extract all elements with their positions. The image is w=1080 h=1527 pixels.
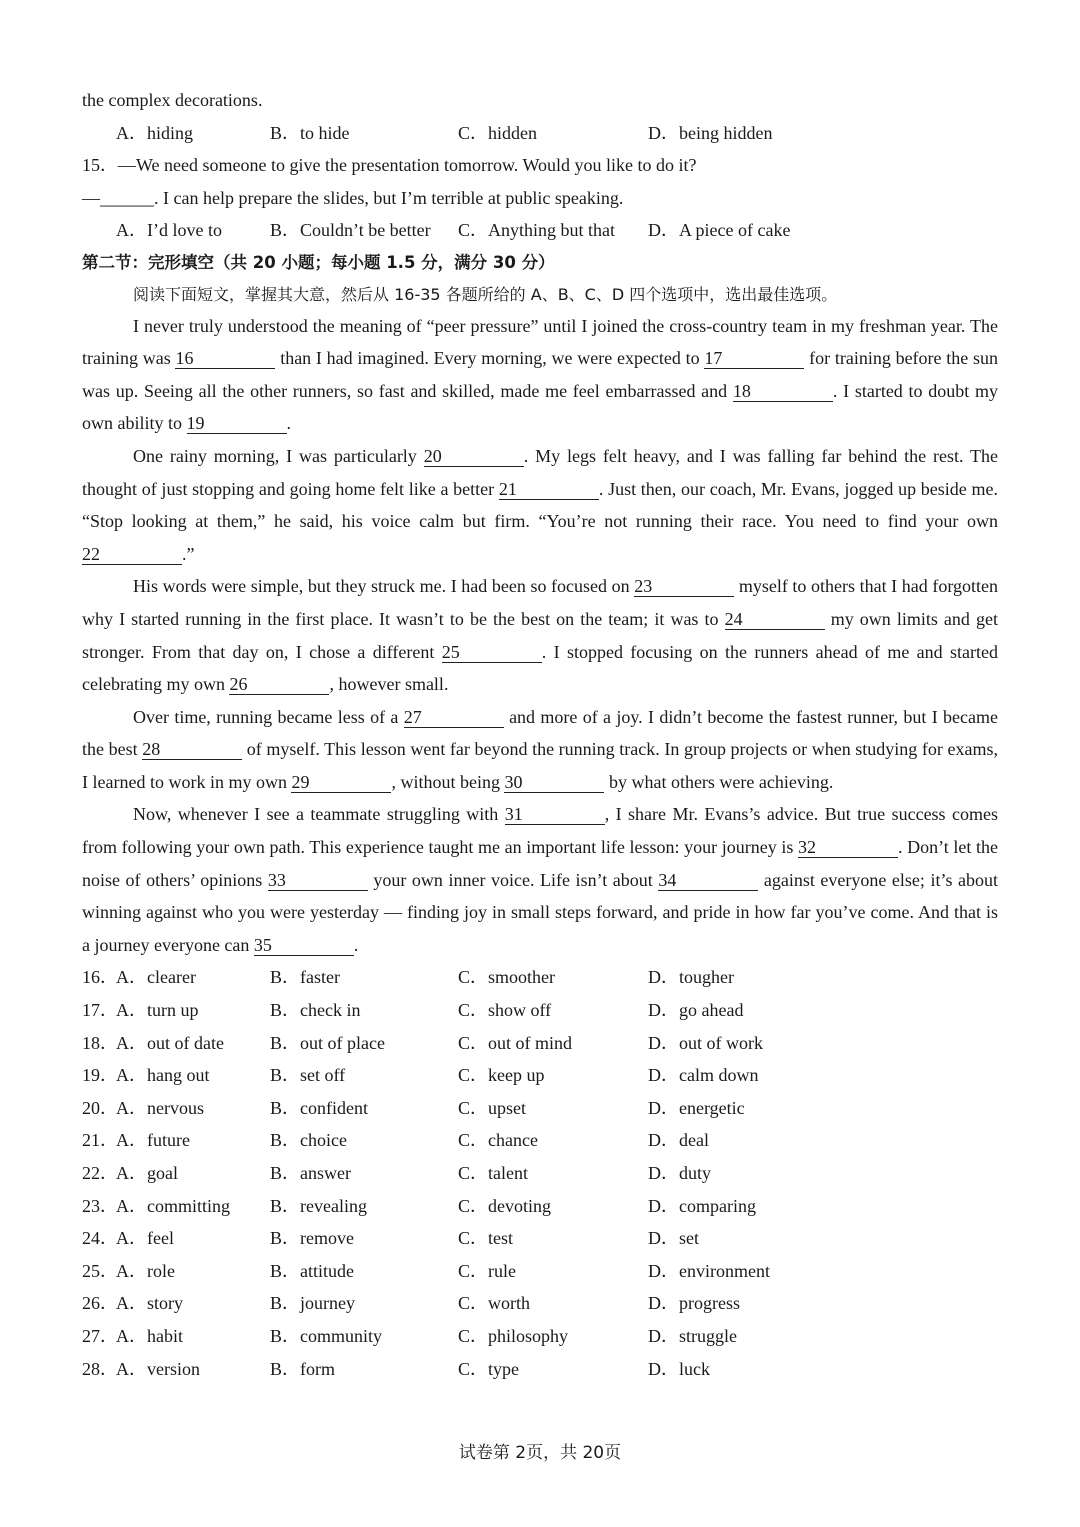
cloze-blank: 22: [82, 544, 182, 565]
option-d: D．environment: [648, 1260, 770, 1281]
cloze-blank: 33: [268, 870, 368, 891]
cloze-blank: 29: [291, 772, 391, 793]
option-d: D．energetic: [648, 1097, 745, 1118]
option-c: C．out of mind: [458, 1032, 573, 1053]
option-c: C．rule: [458, 1260, 516, 1281]
question-number: 18．: [82, 1032, 118, 1053]
option-d: D．duty: [648, 1163, 711, 1183]
question-number: 25．: [82, 1260, 118, 1281]
option-c: C．smoother: [458, 967, 555, 988]
passage-paragraph-1: I never truly understood the meaning of “peer pressure” until I joined the cross-country team in my freshman year. The training was 16 than I had imagined. Every morning, we were expected to 17 for training before the sun was up. Seeing all the other runners, so fast and skilled, made me feel embarrassed and 18 . I started to doubt my own ability to 19 .: [82, 315, 998, 434]
option-c: C．philosophy: [458, 1325, 569, 1346]
cloze-blank: 18: [733, 381, 833, 402]
option-row: [82, 1353, 998, 1386]
cloze-blank: 30: [504, 772, 604, 793]
option-b: B．faster: [270, 967, 340, 988]
option-b: B．form: [270, 1358, 335, 1379]
option-row: [82, 1092, 998, 1125]
q14-option-c: C．hidden: [458, 122, 538, 143]
option-a: A．role: [116, 1260, 175, 1281]
cloze-blank: 31: [505, 804, 605, 825]
passage-paragraph-5: Now, whenever I see a teammate struggling with 31 , I share Mr. Evans’s advice. But true success comes from following your own path. This experience taught me an important life lesson: your journey is 32 . Don’t let the noise of others’ opinions 33 your own inner voice. Life isn’t about 34 against everyone else; it’s about winning against who you were yesterday — finding joy in small steps forward, and pride in how far you’ve come. And that is a journey everyone can 35 .: [82, 804, 999, 955]
q14-option-a: A．hiding: [116, 122, 194, 143]
option-c: C．chance: [458, 1130, 538, 1151]
option-row: [82, 1190, 998, 1223]
option-b: B．answer: [270, 1163, 351, 1183]
passage-paragraph-4: Over time, running became less of a 27 and more of a joy. I didn’t become the fastest runner, but I became the best 28 of myself. This lesson went far beyond the running track. In group projects or when studying for exams, I learned to work in my own 29 , without being 30 by what others were achieving.: [82, 706, 998, 792]
option-a: A．version: [116, 1358, 200, 1379]
option-a: A．turn up: [116, 1000, 199, 1021]
question-number: 28．: [82, 1358, 118, 1379]
cloze-blank: 23: [634, 576, 734, 597]
option-d: D．comparing: [648, 1195, 756, 1216]
option-a: A．hang out: [116, 1065, 210, 1086]
option-row: [82, 1157, 998, 1190]
option-d: D．out of work: [648, 1032, 763, 1053]
q15-option-a: A．I’d love to: [116, 220, 222, 241]
option-d: D．deal: [648, 1130, 709, 1151]
option-a: A．story: [116, 1293, 183, 1314]
option-d: D．set: [648, 1228, 699, 1249]
option-row: [82, 1320, 998, 1353]
question-number: 20．: [82, 1097, 118, 1118]
option-c: C．talent: [458, 1163, 528, 1183]
option-a: A．committing: [116, 1195, 230, 1216]
q15-option-d: D．A piece of cake: [648, 220, 791, 241]
q14-options: [82, 117, 998, 150]
option-b: B．remove: [270, 1228, 354, 1249]
cloze-blank: 26: [229, 674, 329, 695]
cloze-blank: 16: [175, 348, 275, 369]
question-number: 26．: [82, 1293, 118, 1314]
option-d: D．struggle: [648, 1325, 737, 1346]
option-row: [82, 1027, 998, 1060]
option-a: A．habit: [116, 1325, 183, 1346]
cloze-blank: 32: [798, 837, 898, 858]
cloze-blank: 25: [442, 642, 542, 663]
option-b: B．confident: [270, 1097, 368, 1118]
option-b: B．revealing: [270, 1195, 367, 1216]
q15-option-c: C．Anything but that: [458, 220, 616, 241]
cloze-options-list: [82, 961, 998, 1385]
q14-option-d: D．being hidden: [648, 122, 773, 143]
option-b: B．journey: [270, 1293, 355, 1314]
option-a: A．nervous: [116, 1097, 204, 1118]
question-number: 16．: [82, 967, 118, 988]
question-number: 23．: [82, 1195, 118, 1216]
option-row: [82, 1255, 998, 1288]
q15-options: [82, 214, 998, 247]
option-b: B．attitude: [270, 1260, 354, 1281]
question-number: 19．: [82, 1065, 118, 1086]
option-c: C．keep up: [458, 1065, 545, 1086]
option-b: B．check in: [270, 1000, 361, 1021]
cloze-blank: 24: [725, 609, 825, 630]
page-footer: 试卷第 2页，共 20页: [458, 1443, 622, 1463]
cloze-blank: 27: [404, 707, 504, 728]
option-row: [82, 994, 998, 1027]
option-c: C．show off: [458, 1000, 552, 1021]
q14-option-b: B．to hide: [270, 122, 350, 143]
option-a: A．out of date: [116, 1032, 224, 1053]
option-c: C．test: [458, 1228, 514, 1249]
question-number: 27．: [82, 1325, 118, 1346]
option-c: C．type: [458, 1358, 519, 1379]
option-b: B．community: [270, 1325, 382, 1346]
option-row: [82, 1124, 998, 1157]
option-d: D．progress: [648, 1293, 740, 1314]
option-b: B．choice: [270, 1130, 347, 1151]
option-d: D．go ahead: [648, 1000, 744, 1021]
option-a: A．goal: [116, 1163, 178, 1183]
option-a: A．clearer: [116, 967, 196, 988]
passage-paragraph-2: One rainy morning, I was particularly 20 . My legs felt heavy, and I was falling far behind the rest. The thought of just stopping and going home felt like a better 21 . Just then, our coach, Mr. Evans, jogged up beside me. “Stop looking at them,” he said, his voice calm but firm. “You’re not running their race. You need to find your own 22 .”: [82, 445, 998, 564]
cloze-blank: 17: [704, 348, 804, 369]
section-title: 第二节：完形填空（共 20 小题；每小题 1.5 分，满分 30 分）: [82, 252, 555, 272]
option-row: [82, 1059, 998, 1092]
option-c: C．worth: [458, 1293, 530, 1314]
option-row: [82, 961, 998, 994]
option-c: C．upset: [458, 1097, 527, 1118]
q15-dialogue: —______. I can help prepare the slides, but I’m terrible at public speaking.: [82, 187, 624, 208]
option-row: [82, 1287, 998, 1320]
option-c: C．devoting: [458, 1195, 551, 1216]
question-number: 22．: [82, 1163, 118, 1183]
question-number: 21．: [82, 1130, 118, 1151]
option-d: D．tougher: [648, 967, 734, 988]
cloze-blank: 28: [142, 739, 242, 760]
passage-paragraph-3: His words were simple, but they struck me. I had been so focused on 23 myself to others that I had forgotten why I started running in the first place. It wasn’t to be the best on the team; it was to 24 my own limits and get stronger. From that day on, I chose a different 25 . I stopped focusing on the runners ahead of me and started celebrating my own 26 , however small.: [82, 576, 999, 695]
option-d: D．luck: [648, 1358, 710, 1379]
option-row: [82, 1222, 998, 1255]
cloze-blank: 19: [187, 413, 287, 434]
question-number: 17．: [82, 1000, 118, 1021]
q15-option-b: B．Couldn’t be better: [270, 220, 431, 241]
exam-page: [82, 84, 998, 1385]
option-b: B．set off: [270, 1065, 346, 1086]
q15-stem: 15．—We need someone to give the presentation tomorrow. Would you like to do it?: [82, 155, 697, 176]
option-b: B．out of place: [270, 1032, 385, 1053]
option-a: A．future: [116, 1130, 190, 1151]
carry-over-line: the complex decorations.: [82, 90, 263, 110]
question-number: 24．: [82, 1228, 118, 1249]
option-a: A．feel: [116, 1228, 174, 1249]
cloze-blank: 35: [254, 935, 354, 956]
section-instructions: 阅读下面短文，掌握其大意，然后从 16-35 各题所给的 A、B、C、D 四个选项中，选出最佳选项。: [133, 284, 838, 304]
cloze-blank: 34: [658, 870, 758, 891]
cloze-blank: 20: [424, 446, 524, 467]
cloze-blank: 21: [499, 479, 599, 500]
option-d: D．calm down: [648, 1065, 759, 1086]
